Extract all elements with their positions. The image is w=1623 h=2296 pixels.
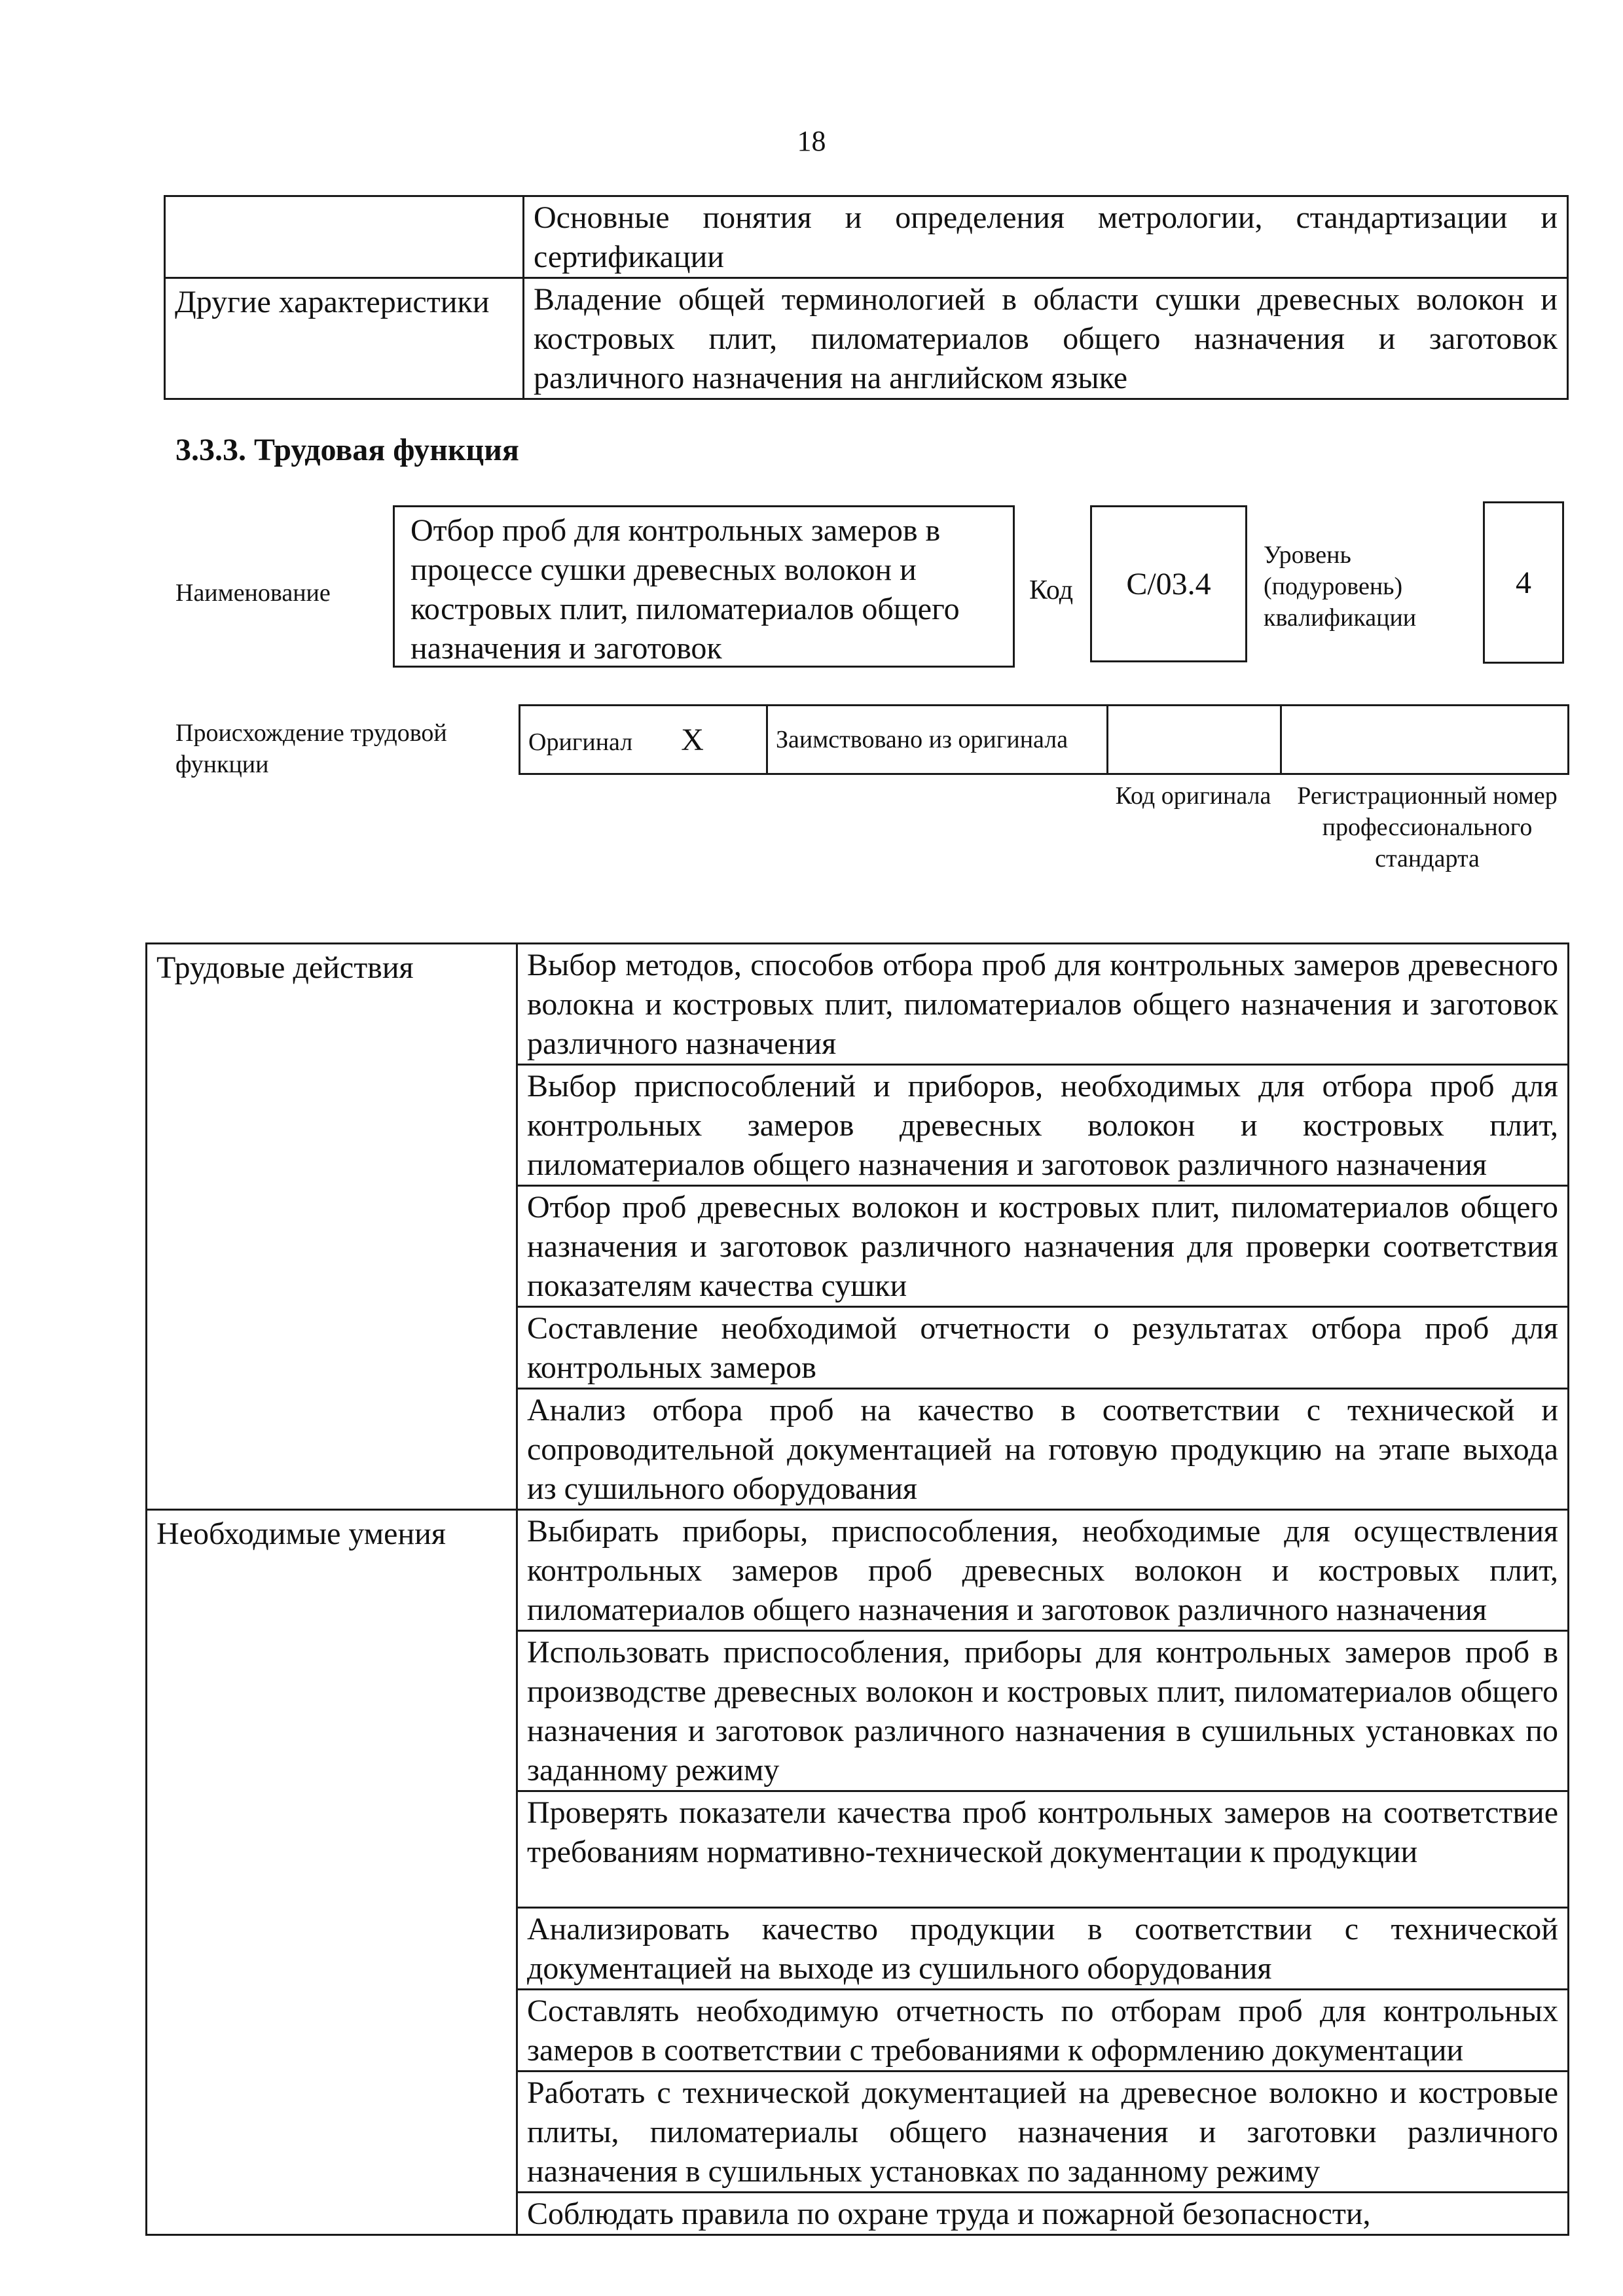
row-text: Владение общей терминологией в области сушки древесных волокон и костровых плит, пиломатериалов общего назначения и заготовок различного назначения на английском языке (524, 278, 1568, 399)
name-label: Наименование (175, 579, 331, 607)
qualification-level-box: 4 (1483, 501, 1564, 664)
item-text: Составление необходимой отчетности о результатах отбора проб для контрольных замеров (517, 1307, 1569, 1389)
table-row (165, 278, 1568, 399)
row-text: Основные понятия и определения метрологии, стандартизации и сертификации (524, 196, 1568, 278)
section-title: 3.3.3. Трудовая функция (175, 433, 519, 467)
code-original-cell (1108, 706, 1281, 774)
item-text: Анализировать качество продукции в соответствии с технической документацией на выходе из сушильного оборудования (517, 1908, 1569, 1990)
item-text: Использовать приспособления, приборы для контрольных замеров проб в производстве древесных волокон и костровых плит, пиломатериалов общего назначения и заготовок различного назначения в сушильных установках по заданному режиму (517, 1631, 1569, 1791)
origin-label: Происхождение трудовой функции (175, 719, 447, 778)
reg-number-caption: Регистрационный номер профессионального стандарта (1297, 782, 1558, 872)
original-mark: X (681, 722, 704, 757)
table-row (165, 196, 1568, 278)
item-text: Выбирать приборы, приспособления, необходимые для осуществления контрольных замеров проб древесных волокон и костровых плит, пиломатериалов общего назначения и заготовок различного назначения (517, 1510, 1569, 1631)
borrowed-label: Заимствовано из оригинала (767, 706, 1108, 774)
item-text: Отбор проб древесных волокон и костровых плит, пиломатериалов общего назначения и заготовок различного назначения для проверки соответствия показателям качества сушки (517, 1186, 1569, 1307)
row-label (165, 196, 524, 278)
original-label: Оригинал (528, 728, 633, 756)
group-label: Необходимые умения (147, 1510, 517, 2235)
item-text: Работать с технической документацией на древесное волокно и костровые плиты, пиломатериалы общего назначения и заготовки различного назначения в сушильных установках по заданному режиму (517, 2072, 1569, 2193)
origin-table (519, 704, 1569, 775)
function-code-box: C/03.4 (1090, 505, 1247, 662)
table-row (147, 944, 1569, 1065)
other-characteristics-table (164, 195, 1569, 400)
item-text: Соблюдать правила по охране труда и пожарной безопасности, (517, 2193, 1569, 2235)
row-label: Другие характеристики (165, 278, 524, 399)
code-label: Код (1029, 575, 1074, 605)
function-name-box: Отбор проб для контрольных замеров в процессе сушки древесных волокон и костровых плит, пиломатериалов общего назначения и заготовок (393, 505, 1015, 668)
item-text: Составлять необходимую отчетность по отборам проб для контрольных замеров в соответствии с требованиями к оформлению документации (517, 1990, 1569, 2072)
page-number: 18 (797, 125, 826, 157)
item-text: Выбор методов, способов отбора проб для контрольных замеров древесного волокна и костровых плит, пиломатериалов общего назначения и заготовок различного назначения (517, 944, 1569, 1065)
table-row (520, 706, 1569, 774)
item-text: Выбор приспособлений и приборов, необходимых для отбора проб для контрольных замеров древесных волокон и костровых плит, пиломатериалов общего назначения и заготовок различного назначения (517, 1065, 1569, 1186)
item-text: Анализ отбора проб на качество в соответствии с технической и сопроводительной документацией на готовую продукцию на этапе выхода из сушильного оборудования (517, 1389, 1569, 1510)
code-original-caption: Код оригинала (1115, 782, 1271, 810)
original-cell (520, 706, 767, 774)
table-row (147, 1510, 1569, 1631)
group-label: Трудовые действия (147, 944, 517, 1510)
item-text: Проверять показатели качества проб контрольных замеров на соответствие требованиям нормативно-технической документации к продукции (517, 1791, 1569, 1908)
reg-number-cell (1281, 706, 1569, 774)
level-label: Уровень (подуровень) квалификации (1264, 541, 1417, 632)
labor-function-table (145, 942, 1569, 2236)
